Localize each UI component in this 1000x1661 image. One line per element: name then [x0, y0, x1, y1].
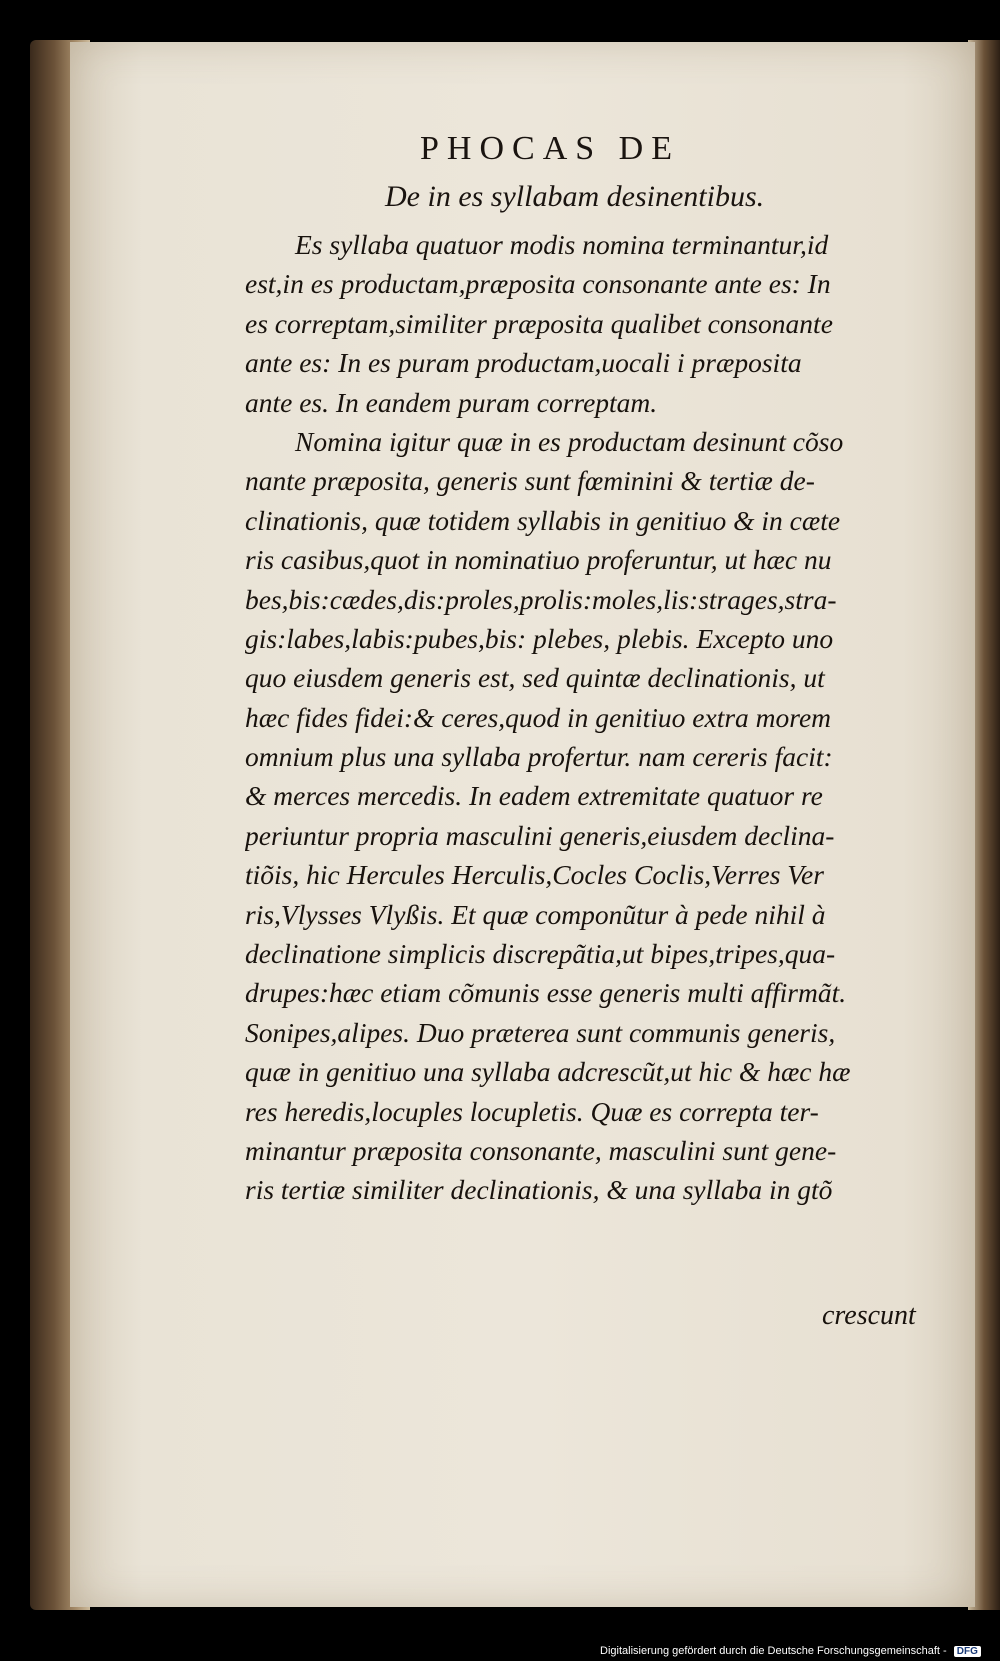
digitization-footer: [600, 1645, 981, 1657]
text-line: tiõis, hic Hercules Herculis,Cocles Coclis,Verres Ver: [245, 859, 824, 891]
text-line: hæc fides fidei:& ceres,quod in genitiuo extra morem: [245, 701, 832, 733]
section-title: De in es syllabam desinentibus.: [385, 180, 765, 213]
text-line: omnium plus una syllaba profertur. nam cereris facit:: [245, 741, 833, 773]
text-line: nante præposita, generis sunt fœminini & tertiæ de-: [245, 465, 815, 497]
text-line: ris tertiæ similiter declinationis, & una syllaba in gtõ: [245, 1174, 833, 1206]
footer-text: Digitalisierung gefördert durch die Deutsche Forschungsgemeinschaft -: [600, 1645, 947, 1657]
text-line: ante es. In eandem puram correptam.: [245, 386, 658, 418]
running-head: PHOCAS DE: [420, 130, 680, 167]
text-line: ris,Vlysses Vlyßis. Et quæ componũtur à pede nihil à: [245, 898, 826, 930]
text-line: ante es: In es puram productam,uocali i præposita: [245, 347, 802, 379]
text-line: quæ in genitiuo una syllaba adcrescũt,ut hic & hæc hæ: [245, 1056, 851, 1088]
text-line: Sonipes,alipes. Duo præterea sunt communis generis,: [245, 1016, 836, 1048]
dfg-logo: DFG: [954, 1646, 981, 1657]
catchword: crescunt: [822, 1300, 916, 1331]
text-line: Nomina igitur quæ in es productam desinunt cõso: [295, 425, 844, 457]
text-line: gis:labes,labis:pubes,bis: plebes, plebis. Excepto uno: [245, 622, 834, 654]
text-line: quo eiusdem generis est, sed quintæ declinationis, ut: [245, 662, 825, 694]
text-line: periuntur propria masculini generis,eiusdem declina-: [245, 819, 835, 851]
text-line: es correptam,similiter præposita qualibet consonante: [245, 307, 833, 339]
text-line: bes,bis:cædes,dis:proles,prolis:moles,lis:strages,stra-: [245, 583, 837, 615]
text-line: drupes:hæc etiam cõmunis esse generis multi affirmãt.: [245, 977, 847, 1009]
text-line: & merces mercedis. In eadem extremitate quatuor re: [245, 780, 823, 812]
text-line: declinatione simplicis discrepãtia,ut bipes,tripes,qua-: [245, 938, 836, 970]
text-line: est,in es productam,præposita consonante ante es: In: [245, 268, 831, 300]
text-line: res heredis,locuples locupletis. Quæ es correpta ter-: [245, 1095, 819, 1127]
text-line: ris casibus,quot in nominatiuo proferuntur, ut hæc nu: [245, 544, 832, 576]
text-line: minantur præposita consonante, masculini sunt gene-: [245, 1134, 837, 1166]
body-text: [245, 225, 945, 1210]
text-line: Es syllaba quatuor modis nomina terminantur,id: [295, 229, 829, 260]
text-line: clinationis, quæ totidem syllabis in genitiuo & in cæte: [245, 504, 841, 536]
